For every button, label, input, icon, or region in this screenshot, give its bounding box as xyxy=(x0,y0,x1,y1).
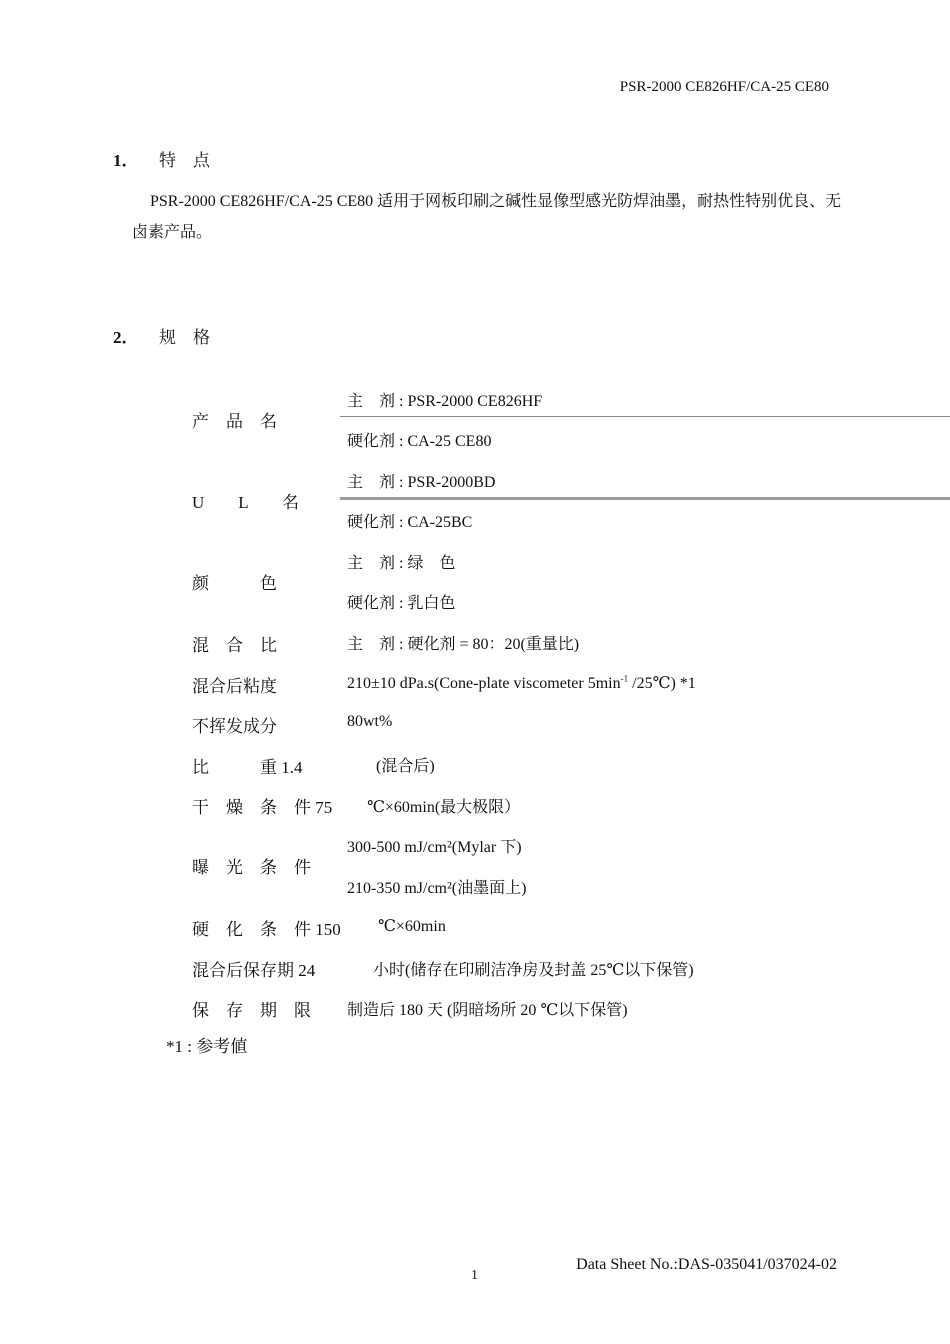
viscosity-superscript: -1 xyxy=(620,673,629,684)
spec-value-mix-ratio: 主 剂 : 硬化剂 = 80：20(重量比) xyxy=(347,636,580,653)
spec-value-specific-gravity: (混合后) xyxy=(376,758,435,775)
spec-label-mix-ratio: 混 合 比 xyxy=(192,636,277,655)
spec-label-ul-name: U L 名 xyxy=(192,493,300,512)
spec-label-specific-gravity: 比 重 1.4 xyxy=(192,758,303,777)
section-number: 2． xyxy=(113,328,139,347)
spec-label-viscosity: 混合后粘度 xyxy=(192,677,277,696)
table-divider xyxy=(340,416,950,417)
intro-paragraph: PSR-2000 CE826HF/CA-25 CE80 适用于网板印刷之碱性显像型感光防焊油墨，耐热性特别优良、无卤素产品。 xyxy=(132,193,842,241)
spec-value-nonvolatile: 80wt% xyxy=(347,713,393,730)
spec-value-shelf-life: 制造后 180 天 (阴暗场所 20 ℃以下保管) xyxy=(347,1002,628,1019)
footnote: *1 : 参考値 xyxy=(166,1037,248,1056)
section-title-text: 特 点 xyxy=(159,151,210,170)
spec-value-color-main: 主 剂 : 绿 色 xyxy=(347,555,456,572)
spec-value-ul-hardener: 硬化剂 : CA-25BC xyxy=(347,514,473,531)
spec-value-ul-main: 主 剂 : PSR-2000BD xyxy=(347,474,496,491)
document-header: PSR-2000 CE826HF/CA-25 CE80 xyxy=(619,79,829,95)
spec-label-cure: 硬 化 条 件 150 xyxy=(192,920,341,939)
spec-label-shelf-life: 保 存 期 限 xyxy=(192,1001,311,1020)
spec-value-drying: ℃×60min(最大极限） xyxy=(367,799,521,816)
spec-label-nonvolatile: 不挥发成分 xyxy=(192,717,277,736)
section-title-features xyxy=(113,146,210,171)
spec-label-pot-life: 混合后保存期 24 xyxy=(192,961,316,980)
spec-value-exposure-ink: 210-350 mJ/cm²(油墨面上) xyxy=(347,880,527,897)
spec-label-product-name: 产 品 名 xyxy=(192,412,277,431)
table-divider xyxy=(340,497,950,500)
spec-label-exposure: 曝 光 条 件 xyxy=(192,858,311,877)
section-number: 1． xyxy=(113,151,139,170)
viscosity-text-end: /25℃) *1 xyxy=(628,675,696,692)
spec-label-color: 颜 色 xyxy=(192,574,277,593)
spec-label-drying: 干 燥 条 件 75 xyxy=(192,798,333,817)
spec-value-viscosity xyxy=(347,673,696,693)
section-title-text: 规 格 xyxy=(159,328,210,347)
spec-value-product-main: 主 剂 : PSR-2000 CE826HF xyxy=(347,393,543,410)
spec-value-exposure-mylar: 300-500 mJ/cm²(Mylar 下) xyxy=(347,839,522,856)
page-number: 1 xyxy=(471,1268,478,1283)
spec-value-color-hardener: 硬化剂 : 乳白色 xyxy=(347,595,456,612)
spec-value-cure: ℃×60min xyxy=(378,918,446,935)
datasheet-number: Data Sheet No.:DAS-035041/037024-02 xyxy=(576,1256,837,1273)
viscosity-text: 210±10 dPa.s(Cone-plate viscometer 5min xyxy=(347,675,621,692)
spec-value-pot-life: 小时(储存在印刷洁净房及封盖 25℃以下保管) xyxy=(373,962,694,979)
section-title-specs xyxy=(113,323,210,348)
spec-value-product-hardener: 硬化剂 : CA-25 CE80 xyxy=(347,433,492,450)
